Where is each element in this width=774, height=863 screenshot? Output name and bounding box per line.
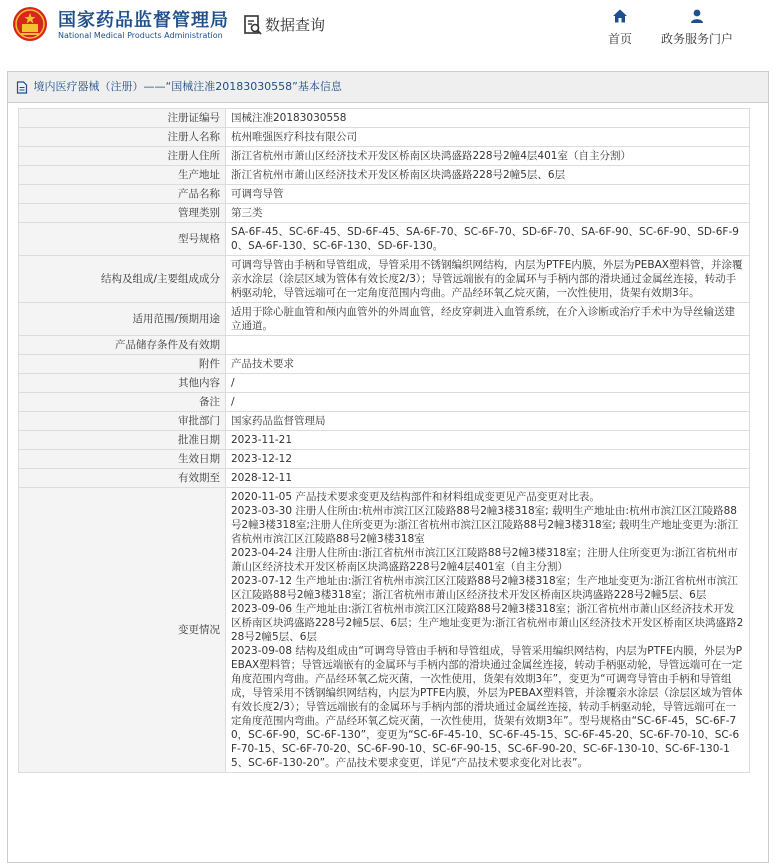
field-value: / (226, 393, 750, 412)
field-value: 2020-11-05 产品技术要求变更及结构部件和材料组成变更见产品变更对比表。 2023-03-30 注册人住所由:杭州市滨江区江陵路88号2幢3楼318室; 载明生产地址由:杭州市滨江区江陵路88号2幢3楼318室;注册人住所变更为:浙江省杭州市滨江区江陵路88号2幢3楼318室; 载明生产地址变更为:浙江省杭州市滨江区江陵路88号2幢3楼318室 2023-04-24 注册人住所由:浙江省杭州市滨江区江陵路88号2幢3楼318室；注册人住所变更为:浙江省杭州市萧山区经济技术开发区桥南区块鸿盛路228号2幢4层401室（自主分割） 2023-07-12 生产地址由:浙江省杭州市滨江区江陵路88号2幢3楼318室；生产地址变更为:浙江省杭州市滨江区江陵路88号2幢3楼318室；浙江省杭州市萧山区经济技术开发区桥南区块鸿盛路228号2幢5层、6层 2023-09-06 生产地址由:浙江省杭州市滨江区江陵路88号2幢3楼318室；浙江省杭州市萧山区经济技术开发区桥南区块鸿盛路228号2幢5层、6层；生产地址变更为:浙江省杭州市萧山区经济技术开发区桥南区块鸿盛路228号2幢5层、6层 2023-09-08 结构及组成由“可调弯导管由手柄和导管组成，导管采用编织网结构，内层为PTFE内膜，外层为PEBAX塑料管；导管远端嵌有的金属环与手柄内部的滑块通过金属丝连接，转动手柄驱动轮，导管远端可在一定角度范围内弯曲。产品经环氧乙烷灭菌，一次性使用，货架有效期3年”，变更为“可调弯导管由手柄和导管组成，导管采用不锈钢编织网结构，内层为PTFE内膜，外层为PEBAX塑料管，并涂覆亲水涂层（涂层区域为管体有效长度2/3）；导管远端嵌有的金属环与手柄内部的滑块通过金属丝连接，转动手柄驱动轮，导管远端可在一定角度范围内弯曲。产品经环氧乙烷灭菌，一次性使用，货架有效期3年”。型号规格由“SC-6F-45，SC-6F-70，SC-6F-90，SC-6F-130”，变更为“SC-6F-45-10、SC-6F-45-15、SC-6F-45-20、SC-6F-70-10、SC-6F-70-15、SC-6F-70-20、SC-6F-90-10、SC-6F-90-15、SC-6F-90-20、SC-6F-130-10、SC-6F-130-15、SC-6F-130-20”。产品技术要求变更，详见“产品技术要求变化对比表”。 (226, 488, 750, 773)
field-label: 生产地址 (19, 166, 226, 185)
table-row (19, 412, 750, 431)
field-label: 适用范围/预期用途 (19, 303, 226, 336)
field-value: 2023-11-21 (226, 431, 750, 450)
field-label: 产品名称 (19, 185, 226, 204)
emblem-icon (12, 6, 48, 42)
field-value: 2028-12-11 (226, 469, 750, 488)
field-label: 备注 (19, 393, 226, 412)
field-value: SA-6F-45、SC-6F-45、SD-6F-45、SA-6F-70、SC-6F-70、SD-6F-70、SA-6F-90、SC-6F-90、SD-6F-90、SA-6F-130、SC-6F-130、SD-6F-130。 (226, 223, 750, 256)
table-row (19, 488, 750, 773)
field-label: 注册人住所 (19, 147, 226, 166)
table-row (19, 336, 750, 355)
table-row (19, 393, 750, 412)
field-value: 适用于除心脏血管和颅内血管外的外周血管，经皮穿刺进入血管系统，在介入诊断或治疗手术中为导丝输送建立通道。 (226, 303, 750, 336)
field-label: 注册人名称 (19, 128, 226, 147)
user-icon (689, 8, 705, 24)
field-value: 第三类 (226, 204, 750, 223)
field-label: 管理类别 (19, 204, 226, 223)
field-value: 国械注准20183030558 (226, 109, 750, 128)
field-label: 批准日期 (19, 431, 226, 450)
page-section-title: 数据查询 (265, 16, 326, 34)
brand-name-cn[interactable]: 国家药品监督管理局 (58, 10, 229, 31)
field-value: 浙江省杭州市萧山区经济技术开发区桥南区块鸿盛路228号2幢5层、6层 (226, 166, 750, 185)
table-row (19, 223, 750, 256)
document-icon (16, 81, 28, 94)
field-label: 型号规格 (19, 223, 226, 256)
table-row (19, 355, 750, 374)
field-label: 审批部门 (19, 412, 226, 431)
field-value: 产品技术要求 (226, 355, 750, 374)
field-label: 产品储存条件及有效期 (19, 336, 226, 355)
table-row (19, 256, 750, 303)
field-label: 变更情况 (19, 488, 226, 773)
field-label: 结构及组成/主要组成成分 (19, 256, 226, 303)
field-label: 附件 (19, 355, 226, 374)
home-icon (612, 8, 628, 24)
nav-home[interactable] (604, 8, 636, 47)
table-row (19, 374, 750, 393)
document-search-icon (243, 14, 263, 36)
field-label: 生效日期 (19, 450, 226, 469)
nav-gov-service-portal[interactable] (657, 8, 737, 47)
table-row (19, 185, 750, 204)
table-row (19, 128, 750, 147)
registration-info-table (18, 108, 750, 773)
site-header (0, 0, 774, 52)
field-value: / (226, 374, 750, 393)
nav-portal-label: 政务服务门户 (660, 32, 733, 46)
field-value (226, 336, 750, 355)
table-row (19, 450, 750, 469)
table-row (19, 166, 750, 185)
detail-panel (7, 71, 769, 863)
table-row (19, 303, 750, 336)
field-label: 其他内容 (19, 374, 226, 393)
panel-title: 境内医疗器械（注册）——“国械注准20183030558”基本信息 (33, 80, 342, 93)
table-row (19, 431, 750, 450)
field-value: 可调弯导管由手柄和导管组成，导管采用不锈钢编织网结构，内层为PTFE内膜，外层为PEBAX塑料管，并涂覆亲水涂层（涂层区域为管体有效长度2/3）；导管远端嵌有的金属环与手柄内部的滑块通过金属丝连接，转动手柄驱动轮，导管远端可在一定角度范围内弯曲。产品经环氧乙烷灭菌，一次性使用，货架有效期3年。 (226, 256, 750, 303)
brand-name-en: National Medical Products Administration (58, 31, 223, 40)
nav-home-label: 首页 (607, 32, 632, 46)
field-value: 杭州唯强医疗科技有限公司 (226, 128, 750, 147)
field-label: 注册证编号 (19, 109, 226, 128)
table-row (19, 109, 750, 128)
field-value: 2023-12-12 (226, 450, 750, 469)
field-value: 国家药品监督管理局 (226, 412, 750, 431)
table-row (19, 204, 750, 223)
table-row (19, 469, 750, 488)
field-label: 有效期至 (19, 469, 226, 488)
table-row (19, 147, 750, 166)
panel-header (8, 72, 768, 103)
field-value: 浙江省杭州市萧山区经济技术开发区桥南区块鸿盛路228号2幢4层401室（自主分割） (226, 147, 750, 166)
field-value: 可调弯导管 (226, 185, 750, 204)
